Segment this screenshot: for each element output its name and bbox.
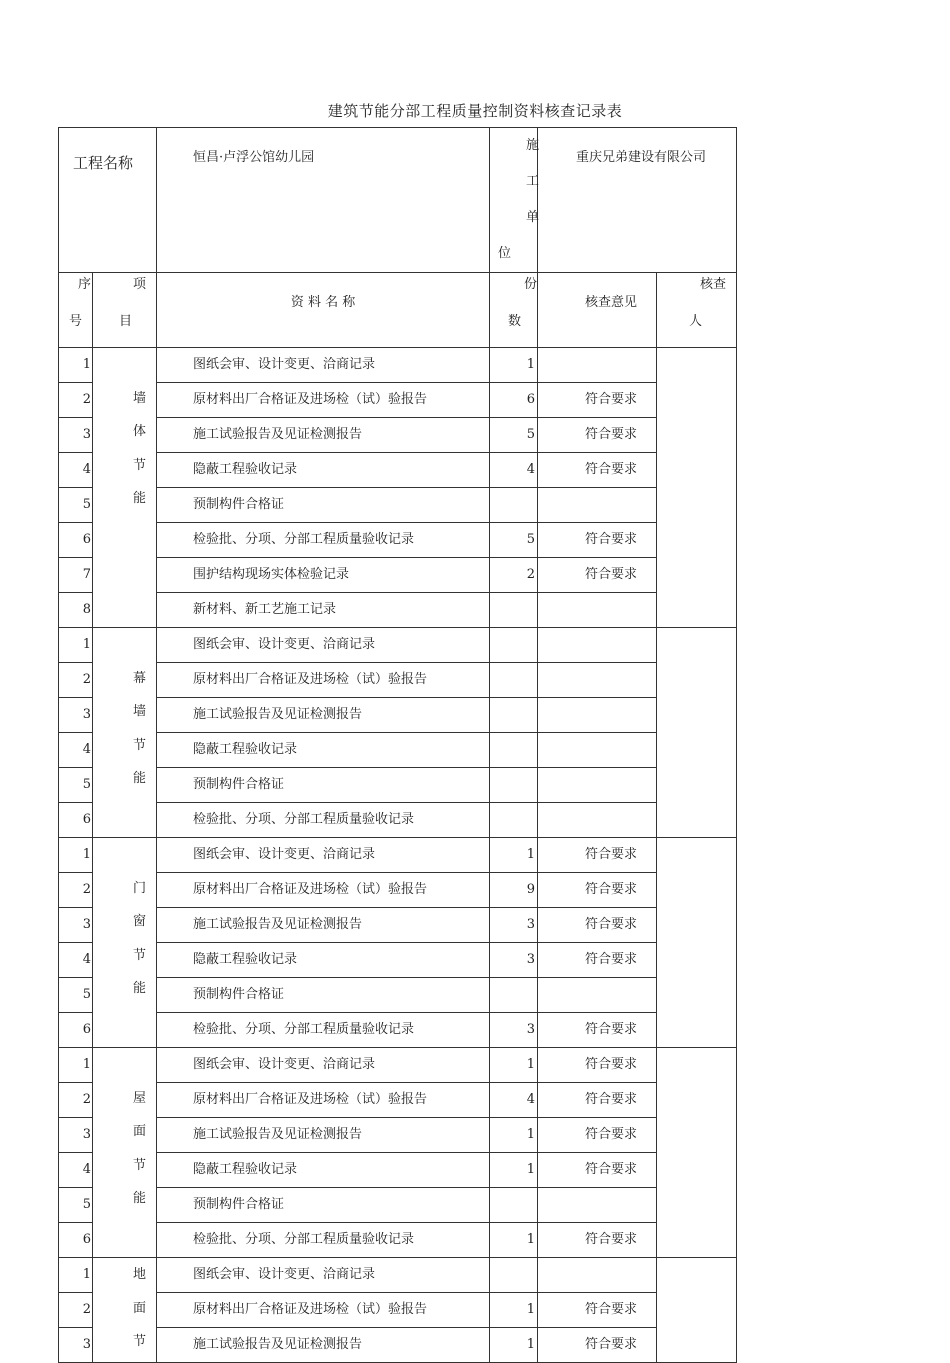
document-name: 预制构件合格证: [157, 768, 490, 803]
row-number: 8: [59, 593, 93, 628]
table-row: [59, 943, 737, 978]
document-name: 图纸会审、设计变更、洽商记录: [157, 1048, 490, 1083]
row-number: 2: [59, 383, 93, 418]
check-opinion: 符合要求: [538, 453, 657, 488]
document-count: 2: [490, 558, 538, 593]
table-row: [59, 768, 737, 803]
check-opinion: [538, 348, 657, 383]
document-count: 1: [490, 1118, 538, 1153]
row-number: 1: [59, 838, 93, 873]
document-name: 围护结构现场实体检验记录: [157, 558, 490, 593]
document-count: [490, 488, 538, 523]
unit-label-cell: [490, 128, 538, 273]
document-count: 5: [490, 523, 538, 558]
table-row: [59, 1153, 737, 1188]
category-char: 节: [133, 457, 147, 473]
document-name: 原材料出厂合格证及进场检（试）验报告: [157, 383, 490, 418]
document-count: 4: [490, 1083, 538, 1118]
checker-cell: [657, 628, 737, 838]
category-char: 屋: [133, 1090, 147, 1106]
check-opinion: 符合要求: [538, 943, 657, 978]
table-row: [59, 908, 737, 943]
document-count: [490, 803, 538, 838]
col-seq-line1: 序: [77, 277, 91, 292]
row-number: 4: [59, 733, 93, 768]
document-name: 施工试验报告及见证检测报告: [157, 1328, 490, 1363]
table-row: [59, 663, 737, 698]
row-number: 1: [59, 628, 93, 663]
table-row: [59, 838, 737, 873]
table-row: [59, 558, 737, 593]
document-name: 图纸会审、设计变更、洽商记录: [157, 348, 490, 383]
row-number: 4: [59, 1153, 93, 1188]
category-char: 门: [133, 880, 147, 896]
table-row: [59, 1328, 737, 1363]
category-char: 墙: [133, 390, 147, 406]
document-name: 图纸会审、设计变更、洽商记录: [157, 838, 490, 873]
checker-cell: [657, 838, 737, 1048]
check-opinion: [538, 1258, 657, 1293]
document-count: 1: [490, 1223, 538, 1258]
check-opinion: [538, 628, 657, 663]
category-char: 地: [133, 1267, 147, 1282]
row-number: 3: [59, 908, 93, 943]
document-count: 4: [490, 453, 538, 488]
table-row: [59, 453, 737, 488]
category-char: 节: [133, 947, 147, 963]
document-count: [490, 593, 538, 628]
table-row: [59, 978, 737, 1013]
category-spacer: [93, 628, 156, 662]
document-name: 施工试验报告及见证检测报告: [157, 908, 490, 943]
category-cell: [93, 838, 157, 1048]
check-opinion: [538, 488, 657, 523]
row-number: 4: [59, 453, 93, 488]
check-opinion: 符合要求: [538, 1293, 657, 1328]
unit-name: 重庆兄弟建设有限公司: [538, 128, 737, 273]
project-name: 恒昌·卢浮公馆幼儿园: [157, 128, 490, 273]
document-name: 预制构件合格证: [157, 978, 490, 1013]
category-char: 墙: [133, 704, 147, 719]
col-checker: [657, 273, 737, 348]
col-count-line2: 数: [508, 314, 522, 329]
document-count: 3: [490, 943, 538, 978]
table-row: [59, 1118, 737, 1153]
document-name: 原材料出厂合格证及进场检（试）验报告: [157, 663, 490, 698]
table-row: [59, 698, 737, 733]
document-name: 新材料、新工艺施工记录: [157, 593, 490, 628]
row-number: 4: [59, 943, 93, 978]
document-name: 检验批、分项、分部工程质量验收记录: [157, 1013, 490, 1048]
table-row: [59, 523, 737, 558]
row-number: 3: [59, 1328, 93, 1363]
check-opinion: 符合要求: [538, 1048, 657, 1083]
row-number: 2: [59, 1293, 93, 1328]
col-opinion: 核查意见: [538, 273, 657, 348]
check-opinion: [538, 663, 657, 698]
category-char: 能: [133, 1191, 147, 1206]
table-row: [59, 593, 737, 628]
document-name: 施工试验报告及见证检测报告: [157, 418, 490, 453]
category-char: 窗: [133, 914, 147, 929]
checker-cell: [657, 348, 737, 628]
category-cell: [93, 1258, 157, 1363]
project-label: 工程名称: [59, 128, 157, 273]
table-row: [59, 1223, 737, 1258]
check-opinion: 符合要求: [538, 1153, 657, 1188]
row-number: 3: [59, 1118, 93, 1153]
row-number: 6: [59, 523, 93, 558]
table-row: [59, 1013, 737, 1048]
document-name: 图纸会审、设计变更、洽商记录: [157, 628, 490, 663]
category-spacer: [93, 838, 156, 872]
table-row: [59, 803, 737, 838]
check-opinion: [538, 978, 657, 1013]
table-row: [59, 488, 737, 523]
row-number: 6: [59, 803, 93, 838]
col-count-line1: 份: [524, 277, 538, 292]
unit-label-line1: 施 工 单: [526, 138, 540, 225]
unit-label-line2: 位: [498, 246, 512, 261]
row-number: 6: [59, 1013, 93, 1048]
document-name: 检验批、分项、分部工程质量验收记录: [157, 523, 490, 558]
document-count: [490, 768, 538, 803]
document-count: 9: [490, 873, 538, 908]
check-opinion: 符合要求: [538, 1013, 657, 1048]
category-char: 节: [133, 737, 147, 753]
checker-cell: [657, 1048, 737, 1258]
check-opinion: 符合要求: [538, 1223, 657, 1258]
check-opinion: 符合要求: [538, 1328, 657, 1363]
document-count: [490, 1188, 538, 1223]
check-opinion: [538, 733, 657, 768]
check-opinion: 符合要求: [538, 1118, 657, 1153]
document-count: [490, 1258, 538, 1293]
checker-cell: [657, 1258, 737, 1363]
table-row: [59, 418, 737, 453]
document-count: [490, 628, 538, 663]
document-count: [490, 663, 538, 698]
document-name: 原材料出厂合格证及进场检（试）验报告: [157, 1083, 490, 1118]
document-count: 1: [490, 1328, 538, 1363]
category-char: 节: [133, 1334, 147, 1349]
row-number: 1: [59, 1048, 93, 1083]
table-row: [59, 348, 737, 383]
category-char: 面: [133, 1300, 147, 1316]
category-spacer: [93, 1048, 156, 1082]
col-doc-name: 资 料 名 称: [157, 273, 490, 348]
document-name: 隐蔽工程验收记录: [157, 733, 490, 768]
document-count: 1: [490, 1153, 538, 1188]
table-row: [59, 1083, 737, 1118]
category-cell: [93, 628, 157, 838]
document-name: 原材料出厂合格证及进场检（试）验报告: [157, 1293, 490, 1328]
check-opinion: [538, 768, 657, 803]
document-count: 3: [490, 1013, 538, 1048]
document-name: 隐蔽工程验收记录: [157, 1153, 490, 1188]
table-row: [59, 383, 737, 418]
check-opinion: 符合要求: [538, 558, 657, 593]
row-number: 5: [59, 1188, 93, 1223]
document-title: 建筑节能分部工程质量控制资料核查记录表: [327, 102, 623, 120]
table-row: [59, 1258, 737, 1293]
document-name: 预制构件合格证: [157, 488, 490, 523]
row-number: 2: [59, 1083, 93, 1118]
table-row: [59, 1188, 737, 1223]
check-opinion: 符合要求: [538, 1083, 657, 1118]
category-char: 能: [133, 491, 147, 506]
row-number: 3: [59, 698, 93, 733]
col-item-line2: 目: [119, 314, 133, 329]
document-count: 3: [490, 908, 538, 943]
document-name: 检验批、分项、分部工程质量验收记录: [157, 1223, 490, 1258]
document-count: [490, 733, 538, 768]
row-number: 2: [59, 873, 93, 908]
row-number: 5: [59, 768, 93, 803]
document-count: 1: [490, 1293, 538, 1328]
check-opinion: 符合要求: [538, 908, 657, 943]
row-number: 5: [59, 488, 93, 523]
document-count: 1: [490, 1048, 538, 1083]
category-char: 面: [133, 1124, 147, 1139]
row-number: 2: [59, 663, 93, 698]
table-row: [59, 1048, 737, 1083]
document-count: 6: [490, 383, 538, 418]
row-number: 5: [59, 978, 93, 1013]
category-cell: [93, 348, 157, 628]
category-cell: [93, 1048, 157, 1258]
row-number: 1: [59, 348, 93, 383]
quality-check-table: [58, 127, 737, 1363]
table-row: [59, 1293, 737, 1328]
row-number: 6: [59, 1223, 93, 1258]
document-count: [490, 978, 538, 1013]
document-count: 1: [490, 348, 538, 383]
check-opinion: [538, 803, 657, 838]
document-name: 施工试验报告及见证检测报告: [157, 698, 490, 733]
document-count: 5: [490, 418, 538, 453]
check-opinion: 符合要求: [538, 873, 657, 908]
category-char: 节: [133, 1157, 147, 1173]
check-opinion: [538, 1188, 657, 1223]
category-char: 幕: [133, 670, 147, 686]
col-item: [93, 273, 157, 348]
document-count: 1: [490, 838, 538, 873]
document-name: 原材料出厂合格证及进场检（试）验报告: [157, 873, 490, 908]
col-seq-line2: 号: [69, 314, 83, 329]
check-opinion: [538, 593, 657, 628]
row-number: 7: [59, 558, 93, 593]
header-row-columns: [59, 273, 737, 348]
check-opinion: 符合要求: [538, 383, 657, 418]
col-checker-line2: 人: [689, 314, 703, 329]
category-char: 能: [133, 771, 147, 786]
document-name: 施工试验报告及见证检测报告: [157, 1118, 490, 1153]
document-name: 检验批、分项、分部工程质量验收记录: [157, 803, 490, 838]
table-row: [59, 628, 737, 663]
col-item-line1: 项: [133, 277, 147, 292]
row-number: 1: [59, 1258, 93, 1293]
check-opinion: 符合要求: [538, 418, 657, 453]
table-row: [59, 733, 737, 768]
check-opinion: [538, 698, 657, 733]
category-spacer: [93, 348, 156, 382]
document-name: 隐蔽工程验收记录: [157, 453, 490, 488]
document-count: [490, 698, 538, 733]
document-name: 预制构件合格证: [157, 1188, 490, 1223]
document-name: 隐蔽工程验收记录: [157, 943, 490, 978]
category-char: 体: [133, 424, 147, 439]
check-opinion: 符合要求: [538, 838, 657, 873]
col-count: [490, 273, 538, 348]
check-opinion: 符合要求: [538, 523, 657, 558]
category-char: 能: [133, 981, 147, 996]
row-number: 3: [59, 418, 93, 453]
col-checker-line1: 核查: [700, 277, 727, 292]
header-row-project: [59, 128, 737, 273]
col-seq: [59, 273, 93, 348]
table-row: [59, 873, 737, 908]
document-name: 图纸会审、设计变更、洽商记录: [157, 1258, 490, 1293]
